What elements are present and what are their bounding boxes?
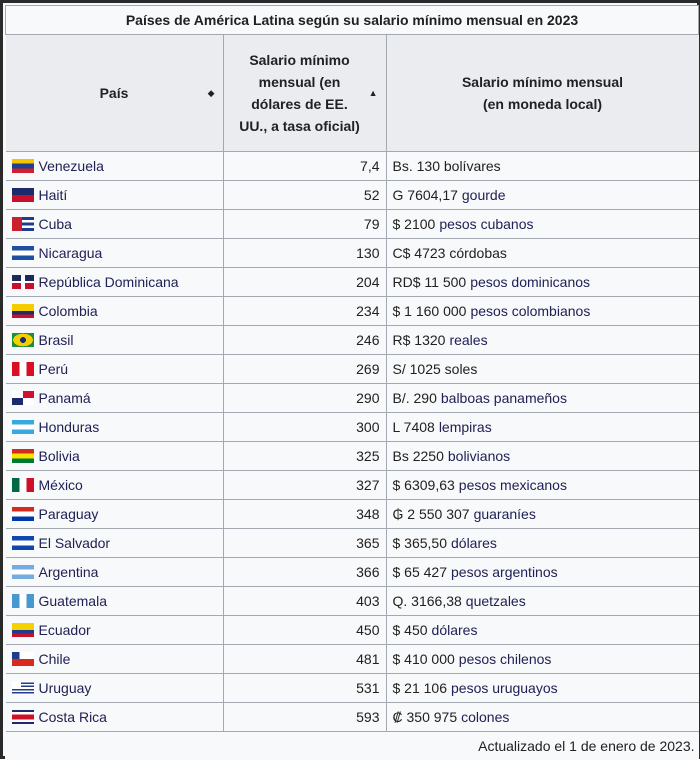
country-link[interactable]: Bolivia (39, 448, 80, 464)
usd-cell: 365 (223, 529, 386, 558)
table-footer: Actualizado el 1 de enero de 2023. (6, 732, 699, 760)
usd-cell: 327 (223, 471, 386, 500)
table-row-panama (6, 384, 699, 413)
currency-link[interactable]: gourde (462, 187, 506, 203)
country-link[interactable]: Paraguay (39, 506, 99, 522)
local-amount: $ 410 000 (393, 651, 455, 667)
local-cell (386, 239, 699, 268)
header-usd[interactable] (223, 35, 386, 152)
country-link[interactable]: Argentina (39, 564, 99, 580)
usd-cell: 52 (223, 181, 386, 210)
local-amount: C$ 4723 córdobas (393, 245, 507, 261)
table-row-honduras (6, 413, 699, 442)
country-link[interactable]: Brasil (39, 332, 74, 348)
table-row-brazil (6, 326, 699, 355)
header-local (386, 35, 699, 152)
local-amount: S/ 1025 soles (393, 361, 478, 377)
table-row-dominican-republic (6, 268, 699, 297)
flag-costa-rica-icon (12, 710, 34, 724)
usd-cell: 450 (223, 616, 386, 645)
currency-link[interactable]: pesos uruguayos (451, 680, 558, 696)
local-amount: L 7408 (393, 419, 435, 435)
country-cell (6, 616, 224, 645)
country-link[interactable]: Ecuador (39, 622, 91, 638)
local-amount: RD$ 11 500 (393, 274, 467, 290)
local-cell (386, 616, 699, 645)
usd-cell: 403 (223, 587, 386, 616)
country-link[interactable]: Cuba (39, 216, 72, 232)
usd-cell: 290 (223, 384, 386, 413)
usd-cell: 246 (223, 326, 386, 355)
table-row-el-salvador (6, 529, 699, 558)
flag-mexico-icon (12, 478, 34, 492)
usd-cell: 481 (223, 645, 386, 674)
country-link[interactable]: Honduras (39, 419, 100, 435)
local-amount: $ 450 (393, 622, 428, 638)
country-link[interactable]: Haití (39, 187, 68, 203)
table-body (6, 152, 699, 732)
table-row-argentina (6, 558, 699, 587)
local-cell (386, 558, 699, 587)
local-cell (386, 587, 699, 616)
table-row-chile (6, 645, 699, 674)
local-cell (386, 326, 699, 355)
currency-link[interactable]: quetzales (466, 593, 526, 609)
local-amount: ₲ 2 550 307 (393, 506, 470, 522)
local-amount: B/. 290 (393, 390, 437, 406)
table-row-nicaragua (6, 239, 699, 268)
local-cell (386, 645, 699, 674)
currency-link[interactable]: dólares (432, 622, 478, 638)
table-row-colombia (6, 297, 699, 326)
table-row-bolivia (6, 442, 699, 471)
country-cell (6, 529, 224, 558)
country-cell (6, 500, 224, 529)
usd-cell: 531 (223, 674, 386, 703)
flag-guatemala-icon (12, 594, 34, 608)
currency-link[interactable]: pesos cubanos (439, 216, 533, 232)
flag-cuba-icon (12, 217, 34, 231)
flag-peru-icon (12, 362, 34, 376)
local-cell (386, 529, 699, 558)
local-cell (386, 152, 699, 181)
usd-cell: 234 (223, 297, 386, 326)
country-link[interactable]: Uruguay (39, 680, 92, 696)
usd-cell: 300 (223, 413, 386, 442)
currency-link[interactable]: pesos chilenos (459, 651, 552, 667)
country-cell (6, 587, 224, 616)
local-amount: Q. 3166,38 (393, 593, 462, 609)
country-cell (6, 384, 224, 413)
currency-link[interactable]: pesos colombianos (470, 303, 590, 319)
country-link[interactable]: Costa Rica (39, 709, 107, 725)
flag-paraguay-icon (12, 507, 34, 521)
table-row-paraguay (6, 500, 699, 529)
flag-haiti-icon (12, 188, 34, 202)
table-row-peru (6, 355, 699, 384)
currency-link[interactable]: reales (449, 332, 487, 348)
usd-cell: 130 (223, 239, 386, 268)
flag-argentina-icon (12, 565, 34, 579)
local-cell (386, 384, 699, 413)
local-cell (386, 703, 699, 732)
flag-chile-icon (12, 652, 34, 666)
flag-honduras-icon (12, 420, 34, 434)
currency-link[interactable]: dólares (451, 535, 497, 551)
currency-link[interactable]: guaraníes (474, 506, 536, 522)
table-row-cuba (6, 210, 699, 239)
flag-venezuela-icon (12, 159, 34, 173)
table-row-venezuela (6, 152, 699, 181)
local-amount: G 7604,17 (393, 187, 458, 203)
flag-el-salvador-icon (12, 536, 34, 550)
local-cell (386, 355, 699, 384)
local-cell (386, 181, 699, 210)
country-link[interactable]: Guatemala (39, 593, 107, 609)
local-cell (386, 297, 699, 326)
local-amount: $ 21 106 (393, 680, 448, 696)
table-row-mexico (6, 471, 699, 500)
currency-link[interactable]: pesos argentinos (451, 564, 558, 580)
local-cell (386, 413, 699, 442)
header-country-label: País (100, 85, 129, 101)
local-amount: Bs. 130 bolívares (393, 158, 501, 174)
local-amount: ₡ 350 975 (393, 709, 458, 725)
country-cell (6, 471, 224, 500)
country-cell (6, 674, 224, 703)
usd-cell: 79 (223, 210, 386, 239)
local-amount: Bs 2250 (393, 448, 444, 464)
table-row-guatemala (6, 587, 699, 616)
currency-link[interactable]: pesos mexicanos (459, 477, 567, 493)
local-cell (386, 471, 699, 500)
country-cell (6, 152, 224, 181)
local-amount: R$ 1320 (393, 332, 446, 348)
local-amount: $ 2100 (393, 216, 436, 232)
usd-cell: 269 (223, 355, 386, 384)
currency-link[interactable]: colones (461, 709, 509, 725)
local-amount: $ 365,50 (393, 535, 448, 551)
header-local-label: Salario mínimo mensual (en moneda local) (458, 71, 628, 115)
local-cell (386, 442, 699, 471)
country-cell (6, 355, 224, 384)
usd-cell: 366 (223, 558, 386, 587)
flag-colombia-icon (12, 304, 34, 318)
local-amount: $ 1 160 000 (393, 303, 467, 319)
header-country[interactable] (6, 35, 224, 152)
table-caption: Países de América Latina según su salario mínimo mensual en 2023 (6, 6, 699, 35)
flag-ecuador-icon (12, 623, 34, 637)
country-cell (6, 239, 224, 268)
table-row-uruguay (6, 674, 699, 703)
table-row-costa-rica (6, 703, 699, 732)
local-amount: $ 65 427 (393, 564, 448, 580)
local-cell (386, 268, 699, 297)
currency-link[interactable]: pesos dominicanos (470, 274, 590, 290)
flag-nicaragua-icon (12, 246, 34, 260)
flag-bolivia-icon (12, 449, 34, 463)
country-cell (6, 558, 224, 587)
country-link[interactable]: República Dominicana (39, 274, 179, 290)
country-link[interactable]: Panamá (39, 390, 91, 406)
country-cell (6, 645, 224, 674)
table-row-haiti (6, 181, 699, 210)
header-usd-label: Salario mínimo mensual (en dólares de EE. UU., a tasa oficial) (236, 49, 364, 137)
country-cell (6, 703, 224, 732)
country-cell (6, 326, 224, 355)
country-cell (6, 442, 224, 471)
country-cell (6, 268, 224, 297)
table-row-ecuador (6, 616, 699, 645)
salary-table (5, 5, 699, 760)
usd-cell: 593 (223, 703, 386, 732)
country-link[interactable]: Chile (39, 651, 71, 667)
country-cell (6, 210, 224, 239)
sort-ascending-icon[interactable]: ▲ (369, 82, 378, 104)
header-row (6, 35, 699, 152)
country-cell (6, 413, 224, 442)
local-cell (386, 500, 699, 529)
local-cell (386, 674, 699, 703)
country-link[interactable]: México (39, 477, 83, 493)
country-link[interactable]: Venezuela (39, 158, 104, 174)
currency-link[interactable]: balboas panameños (441, 390, 567, 406)
country-cell (6, 297, 224, 326)
country-link[interactable]: Perú (39, 361, 69, 377)
flag-panama-icon (12, 391, 34, 405)
country-link[interactable]: El Salvador (39, 535, 111, 551)
usd-cell: 325 (223, 442, 386, 471)
usd-cell: 7,4 (223, 152, 386, 181)
country-cell (6, 181, 224, 210)
flag-dominican-republic-icon (12, 275, 34, 289)
local-cell (386, 210, 699, 239)
usd-cell: 204 (223, 268, 386, 297)
currency-link[interactable]: lempiras (439, 419, 492, 435)
local-amount: $ 6309,63 (393, 477, 455, 493)
flag-brazil-icon (12, 333, 34, 347)
country-link[interactable]: Nicaragua (39, 245, 103, 261)
currency-link[interactable]: bolivianos (448, 448, 510, 464)
sort-both-icon[interactable]: ◆ (208, 82, 215, 104)
country-link[interactable]: Colombia (39, 303, 98, 319)
usd-cell: 348 (223, 500, 386, 529)
flag-uruguay-icon (12, 681, 34, 695)
